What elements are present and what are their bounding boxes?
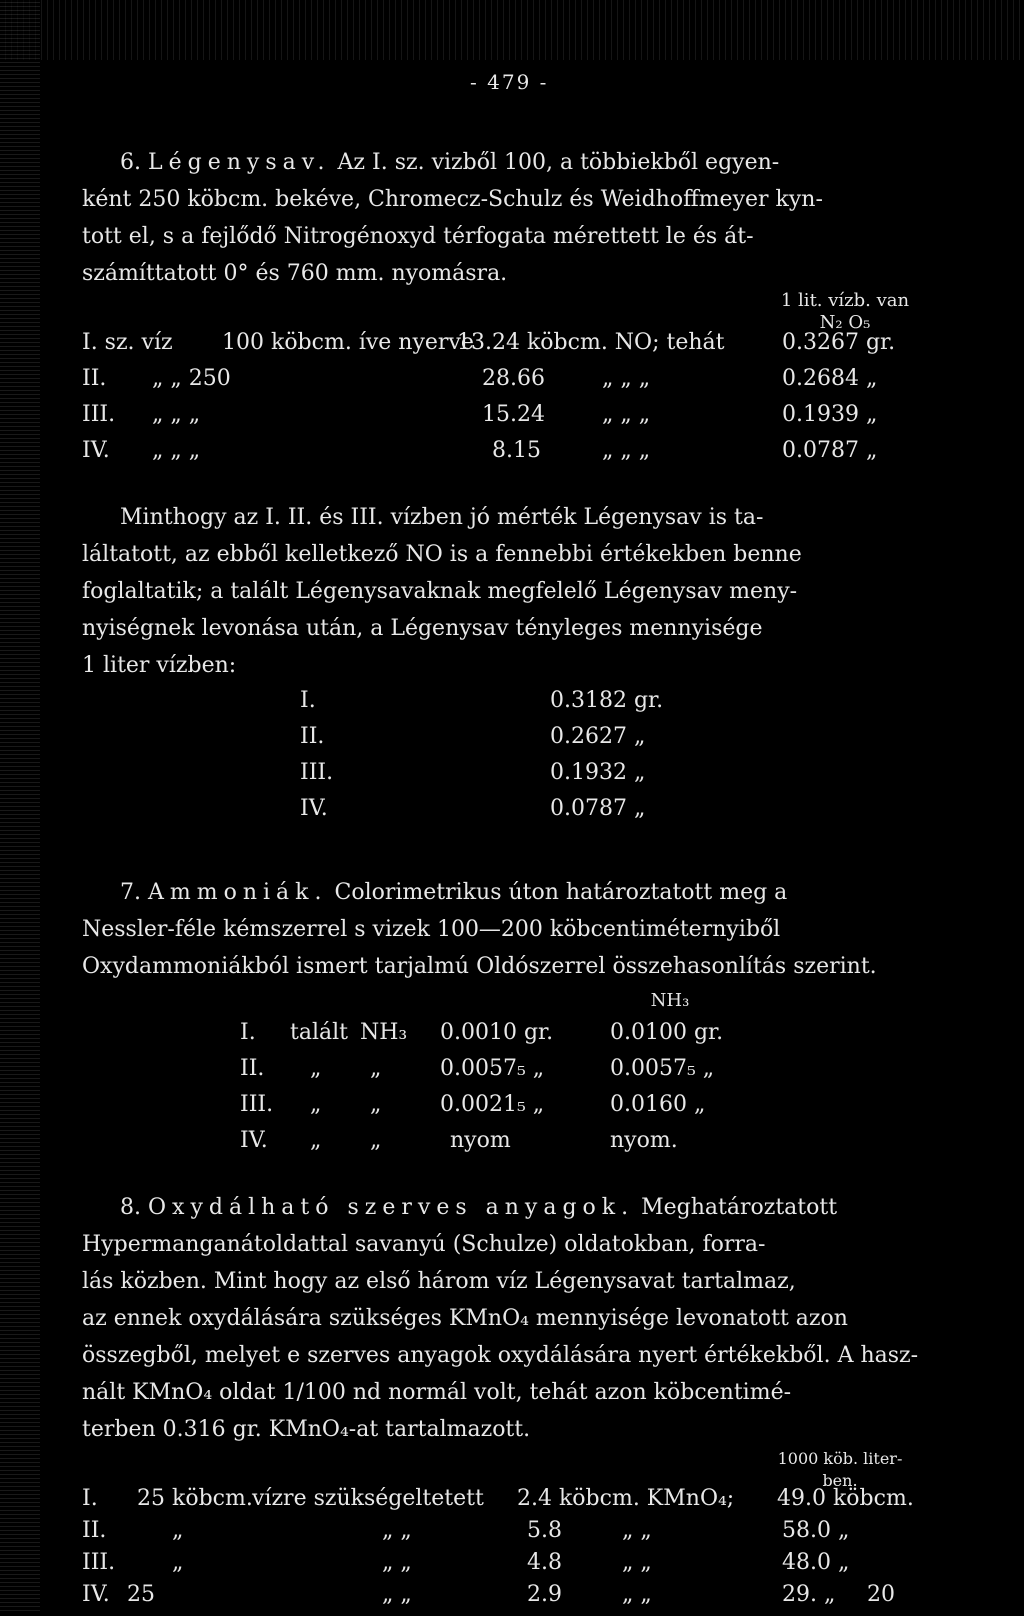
- table-row: I. 25 köbcm. vízre szükségeltetett 2.4 köbcm. KMnO₄; 49.0 köbcm.: [82, 1486, 914, 1511]
- page-number: - 479 -: [470, 70, 549, 94]
- section-7-line-1: Colorimetrikus úton határoztatott meg a: [334, 880, 788, 905]
- table-row: IV. „ „ nyom nyom.: [240, 1128, 678, 1153]
- section-6-para2-line-4: nyiségnek levonása után, a Légenysav tényleges mennyisége: [82, 616, 763, 641]
- section-7-heading: Ammoniák.: [148, 880, 328, 905]
- section-7-line-2: Nessler-féle kémszerrel s vizek 100—200 köbcentiméternyiből: [82, 917, 781, 942]
- section-6-line-2: ként 250 köbcm. bekéve, Chromecz-Schulz és Weidhoffmeyer kyn-: [82, 187, 823, 212]
- list-item: II. 0.2627 „: [300, 724, 646, 749]
- section-6-number: 6.: [120, 150, 141, 175]
- table-row: II. „ „ „ 5.8 „ „ 58.0 „: [82, 1518, 850, 1543]
- section-7-line-3: Oxydammoniákból ismert tarjalmú Oldószerrel összehasonlítás szerint.: [82, 954, 877, 979]
- list-item: III. 0.1932 „: [300, 760, 646, 785]
- section-6-para2-line-3: foglaltatik; a talált Légenysavaknak megfelelő Légenysav meny-: [82, 579, 798, 604]
- section-8-line-3: lás közben. Mint hogy az első három víz Légenysavat tartalmaz,: [82, 1269, 796, 1294]
- section-8-line-6: nált KMnO₄ oldat 1/100 nd normál volt, tehát azon köbcentimé-: [82, 1380, 792, 1405]
- section-6-line-1: Az I. sz. vizből 100, a többiekből egyen-: [337, 150, 780, 175]
- section-6-para2-line-2: láltatott, az ebből kelletkező NO is a fennebbi értékekben benne: [82, 542, 802, 567]
- section-6-line-4: számíttatott 0° és 760 mm. nyomásra.: [82, 261, 508, 286]
- section-8-line-5: összegből, melyet e szerves anyagok oxydálására nyert értékekből. A hasz-: [82, 1343, 919, 1368]
- table-row: III. „ „ „ 4.8 „ „ 48.0 „: [82, 1550, 850, 1575]
- section-8-line-7: terben 0.316 gr. KMnO₄-at tartalmazott.: [82, 1417, 531, 1442]
- section-7-column-header: NH₃: [650, 990, 690, 1011]
- table-row: IV. 25 „ „ 2.9 „ „ 29. „ 20: [82, 1582, 895, 1607]
- section-8-heading: Oxydálható szerves anyagok.: [148, 1195, 635, 1220]
- section-6-heading: Légenysav.: [148, 150, 331, 175]
- table-row: I. sz. víz 100 köbcm. íve nyerve 13.24 köbcm. NO; tehát 0.3267 gr.: [82, 330, 896, 355]
- trailing-value: 20: [867, 1582, 895, 1607]
- section-7-number: 7.: [120, 880, 141, 905]
- list-item: IV. 0.0787 „: [300, 796, 646, 821]
- section-6-column-header: 1 lit. vízb. van N₂ O₅: [780, 290, 910, 333]
- section-6-para2-line-1: Minthogy az I. II. és III. vízben jó mérték Légenysav is ta-: [120, 505, 764, 530]
- table-row: IV. „ „ „ 8.15 „ „ „ 0.0787 „: [82, 438, 878, 463]
- table-row: II. „ „ 0.0057₅ „ 0.0057₅ „: [240, 1056, 715, 1081]
- table-row: II. „ „ 250 28.66 „ „ „ 0.2684 „: [82, 366, 878, 391]
- section-8-column-header: 1000 köb. liter-ben.: [777, 1449, 903, 1490]
- section-8-line-1: Meghatároztatott: [641, 1195, 838, 1220]
- table-row: III. „ „ 0.0021₅ „ 0.0160 „: [240, 1092, 706, 1117]
- section-8-line-2: Hypermanganátoldattal savanyú (Schulze) oldatokban, forra-: [82, 1232, 766, 1257]
- scan-noise-left: [0, 0, 40, 1614]
- list-item: I. 0.3182 gr.: [300, 688, 664, 713]
- table-row: I. talált NH₃ 0.0010 gr. 0.0100 gr.: [240, 1020, 724, 1045]
- section-8-number: 8.: [120, 1195, 141, 1220]
- section-6-line-3: tott el, s a fejlődő Nitrogénoxyd térfogata mérettett le és át-: [82, 224, 754, 249]
- table-row: III. „ „ „ 15.24 „ „ „ 0.1939 „: [82, 402, 878, 427]
- scan-noise-top: [0, 0, 1024, 60]
- section-6-para2-line-5: 1 liter vízben:: [82, 653, 237, 678]
- section-8-line-4: az ennek oxydálására szükséges KMnO₄ mennyisége levonatott azon: [82, 1306, 848, 1331]
